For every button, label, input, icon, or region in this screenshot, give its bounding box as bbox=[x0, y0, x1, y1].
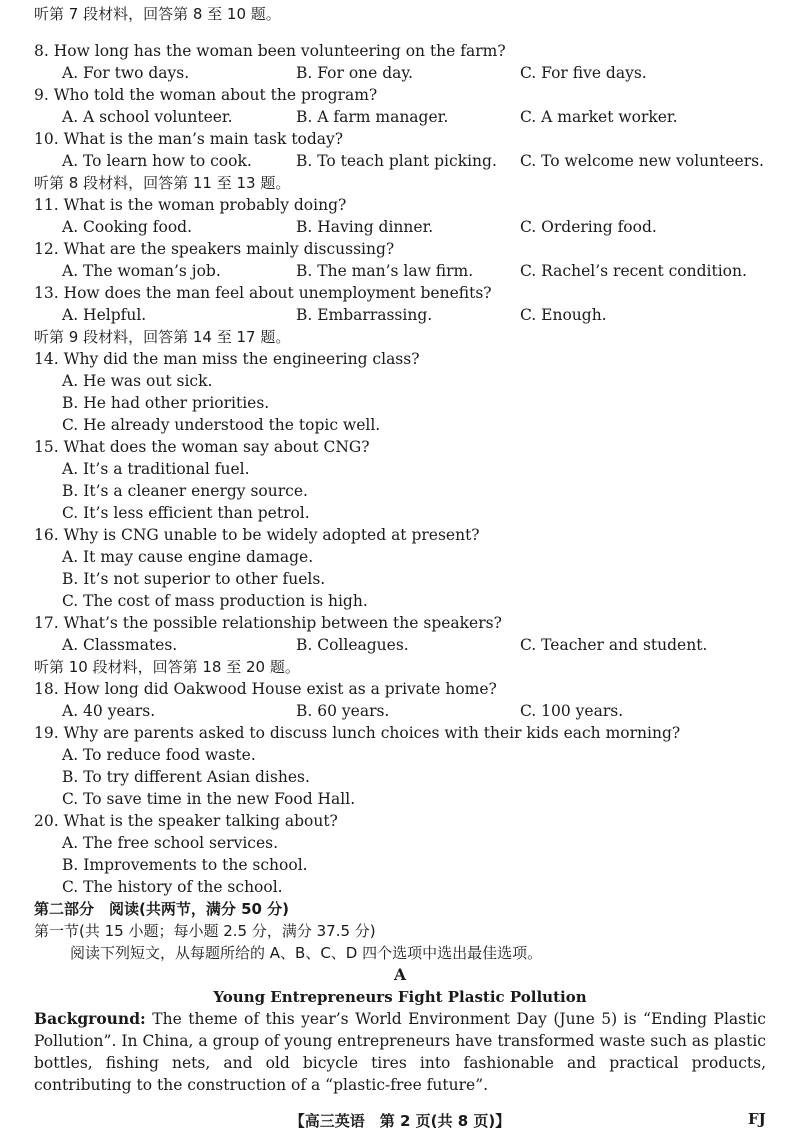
question-8-options bbox=[62, 62, 782, 84]
q11-option-c: C. Ordering food. bbox=[520, 218, 657, 236]
part2-section1: 第一节(共 15 小题；每小题 2.5 分，满分 37.5 分) bbox=[34, 922, 376, 940]
question-20-stem: 20. What is the speaker talking about? bbox=[34, 812, 338, 830]
part2-heading: 第二部分 阅读(共两节，满分 50 分) bbox=[34, 900, 290, 918]
question-10-stem: 10. What is the man’s main task today? bbox=[34, 130, 344, 148]
question-16-stem: 16. Why is CNG unable to be widely adopted at present? bbox=[34, 526, 480, 544]
question-9-options bbox=[62, 106, 782, 128]
page-footer: 【高三英语 第 2 页(共 8 页)】 bbox=[289, 1112, 511, 1130]
background-text: The theme of this year’s World Environment Day (June 5) is “Ending Plastic Pollution”. In China, a group of young entrepreneurs have transformed waste such as plastic bottles, fishing nets, and old bicycle tires into fashionable and practical products, contributing to the construction of a “plastic-free future”. bbox=[34, 1010, 766, 1094]
q10-option-c: C. To welcome new volunteers. bbox=[520, 152, 764, 170]
q9-option-a: A. A school volunteer. bbox=[62, 108, 233, 126]
q12-option-b: B. The man’s law firm. bbox=[296, 262, 474, 280]
q17-option-b: B. Colleagues. bbox=[296, 636, 409, 654]
question-15-stem: 15. What does the woman say about CNG? bbox=[34, 438, 370, 456]
q17-option-c: C. Teacher and student. bbox=[520, 636, 708, 654]
q11-option-b: B. Having dinner. bbox=[296, 218, 434, 236]
q16-option-b: B. It’s not superior to other fuels. bbox=[62, 570, 326, 588]
q12-option-c: C. Rachel’s recent condition. bbox=[520, 262, 747, 280]
question-8-stem: 8. How long has the woman been volunteering on the farm? bbox=[34, 42, 506, 60]
q8-option-a: A. For two days. bbox=[62, 64, 190, 82]
q12-option-a: A. The woman’s job. bbox=[62, 262, 221, 280]
q17-option-a: A. Classmates. bbox=[62, 636, 178, 654]
q18-option-a: A. 40 years. bbox=[62, 702, 156, 720]
question-19-stem: 19. Why are parents asked to discuss lunch choices with their kids each morning? bbox=[34, 724, 681, 742]
q15-option-a: A. It’s a traditional fuel. bbox=[62, 460, 250, 478]
q15-option-b: B. It’s a cleaner energy source. bbox=[62, 482, 308, 500]
question-18-options bbox=[62, 700, 782, 722]
question-12-stem: 12. What are the speakers mainly discussing? bbox=[34, 240, 395, 258]
q16-option-a: A. It may cause engine damage. bbox=[62, 548, 314, 566]
question-11-stem: 11. What is the woman probably doing? bbox=[34, 196, 347, 214]
q19-option-a: A. To reduce food waste. bbox=[62, 746, 256, 764]
q18-option-b: B. 60 years. bbox=[296, 702, 390, 720]
q14-option-a: A. He was out sick. bbox=[62, 372, 213, 390]
background-label: Background: bbox=[34, 1009, 146, 1028]
question-18-stem: 18. How long did Oakwood House exist as a private home? bbox=[34, 680, 497, 698]
q8-option-b: B. For one day. bbox=[296, 64, 414, 82]
passage-background bbox=[34, 1008, 766, 1096]
section-heading-7: 听第 7 段材料，回答第 8 至 10 题。 bbox=[34, 5, 281, 23]
q20-option-b: B. Improvements to the school. bbox=[62, 856, 308, 874]
question-10-options bbox=[62, 150, 782, 172]
question-17-options bbox=[62, 634, 782, 656]
q20-option-a: A. The free school services. bbox=[62, 834, 279, 852]
passage-letter: A bbox=[393, 965, 407, 984]
q20-option-c: C. The history of the school. bbox=[62, 878, 283, 896]
q18-option-c: C. 100 years. bbox=[520, 702, 624, 720]
q14-option-c: C. He already understood the topic well. bbox=[62, 416, 381, 434]
q14-option-b: B. He had other priorities. bbox=[62, 394, 270, 412]
question-11-options bbox=[62, 216, 782, 238]
q8-option-c: C. For five days. bbox=[520, 64, 647, 82]
q10-option-b: B. To teach plant picking. bbox=[296, 152, 497, 170]
question-17-stem: 17. What’s the possible relationship between the speakers? bbox=[34, 614, 502, 632]
q9-option-c: C. A market worker. bbox=[520, 108, 678, 126]
section-heading-9: 听第 9 段材料，回答第 14 至 17 题。 bbox=[34, 328, 291, 346]
question-9-stem: 9. Who told the woman about the program? bbox=[34, 86, 378, 104]
section-heading-10: 听第 10 段材料，回答第 18 至 20 题。 bbox=[34, 658, 300, 676]
question-13-options bbox=[62, 304, 782, 326]
q10-option-a: A. To learn how to cook. bbox=[62, 152, 252, 170]
q9-option-b: B. A farm manager. bbox=[296, 108, 449, 126]
part2-instruction: 阅读下列短文，从每题所给的 A、B、C、D 四个选项中选出最佳选项。 bbox=[70, 944, 543, 962]
footer-code: FJ bbox=[748, 1110, 766, 1128]
q19-option-c: C. To save time in the new Food Hall. bbox=[62, 790, 356, 808]
question-12-options bbox=[62, 260, 782, 282]
q13-option-b: B. Embarrassing. bbox=[296, 306, 433, 324]
section-heading-8: 听第 8 段材料，回答第 11 至 13 题。 bbox=[34, 174, 291, 192]
q15-option-c: C. It’s less efficient than petrol. bbox=[62, 504, 310, 522]
passage-title: Young Entrepreneurs Fight Plastic Pollution bbox=[213, 988, 587, 1006]
question-14-stem: 14. Why did the man miss the engineering class? bbox=[34, 350, 420, 368]
q13-option-a: A. Helpful. bbox=[62, 306, 147, 324]
q13-option-c: C. Enough. bbox=[520, 306, 607, 324]
q16-option-c: C. The cost of mass production is high. bbox=[62, 592, 368, 610]
q19-option-b: B. To try different Asian dishes. bbox=[62, 768, 310, 786]
question-13-stem: 13. How does the man feel about unemployment benefits? bbox=[34, 284, 492, 302]
q11-option-a: A. Cooking food. bbox=[62, 218, 193, 236]
